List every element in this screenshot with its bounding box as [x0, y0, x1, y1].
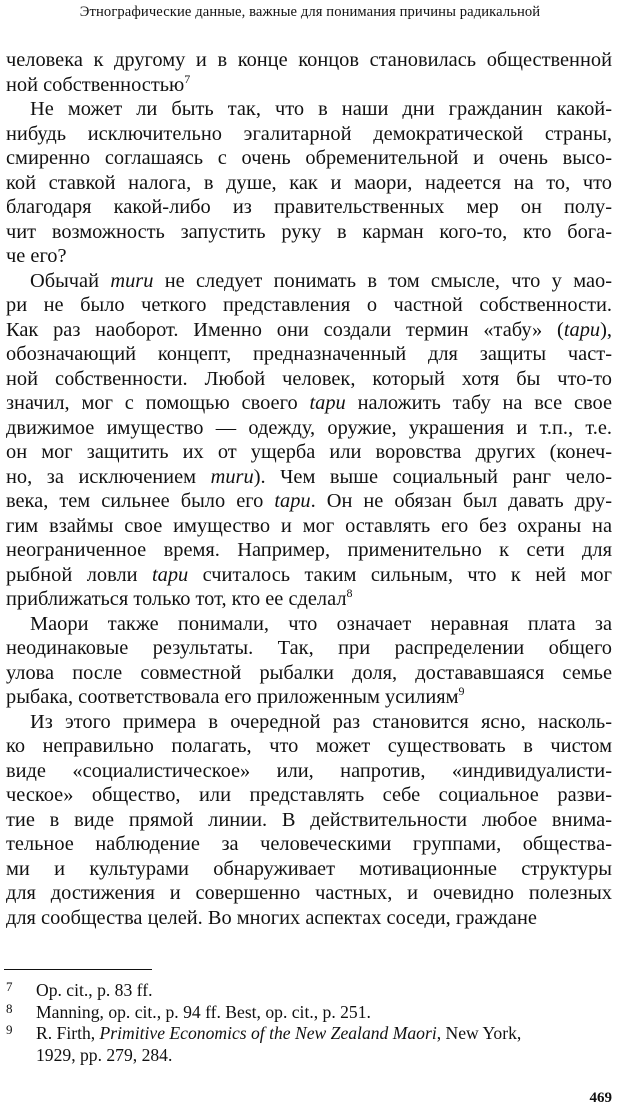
footnote-line	[36, 980, 612, 1002]
text-line	[6, 710, 612, 735]
text-run: благодаря какой-либо из правительственных мер он полу-	[6, 196, 612, 218]
text-run: обозначающий концепт, предназначенный для защиты част-	[6, 343, 612, 365]
footnote	[6, 980, 612, 1002]
footnote-ref: 8	[346, 586, 353, 600]
text-run: приближаться только тот, кто ее сделал	[6, 588, 347, 610]
text-line	[6, 342, 612, 367]
text-run: Primitive Economics of the New Zealand Maori	[99, 1023, 437, 1043]
text-run: ). Чем выше социальный ранг чело-	[253, 465, 613, 488]
text-run: считалось таким сильным, что к ней мог	[188, 563, 612, 586]
footnote-ref: 7	[184, 71, 191, 86]
text-run: Из этого примера в очередной раз становится ясно, насколь-	[30, 710, 612, 733]
text-line	[6, 465, 612, 490]
page-number: 469	[589, 1090, 612, 1106]
text-run: , New York,	[436, 1023, 522, 1043]
text-line	[6, 563, 612, 588]
text-line	[6, 783, 612, 808]
text-run: гим взаймы свое имущество и мог оставлять его без охраны на	[6, 514, 612, 537]
text-line	[6, 367, 612, 392]
text-line	[6, 318, 612, 343]
text-line	[6, 514, 612, 539]
text-line	[6, 906, 612, 931]
text-run: он мог защитить их от ущерба или воровства других (конеч-	[6, 441, 612, 463]
text-run: muru	[210, 465, 254, 488]
text-run: тие в виде прямой линии. В действительности любое внима-	[6, 808, 612, 831]
footnote-number: 7	[6, 979, 13, 994]
text-run: ческое» общество, или представлять себе социальное разви-	[6, 784, 612, 806]
text-run: R. Firth,	[36, 1023, 100, 1043]
text-line	[6, 685, 612, 710]
text-line	[6, 538, 612, 563]
text-run: tapu	[309, 392, 346, 414]
text-line	[6, 146, 612, 171]
footnote-ref: 9	[458, 684, 465, 698]
footnote-line	[36, 1023, 612, 1045]
text-run: человека к другому и в конце концов становилась общественной	[6, 49, 612, 71]
text-run: muru	[110, 269, 154, 292]
text-run: кой ставкой налога, в душе, как и маори, надеется на то, что	[6, 171, 612, 194]
text-line	[6, 587, 612, 612]
text-run: Manning, op. cit., p. 94 ff. Best, op. cit., p. 251.	[36, 1001, 371, 1022]
text-run: тельное наблюдение за человеческими группами, обществa-	[6, 833, 612, 855]
text-line	[6, 759, 612, 784]
text-line	[6, 734, 612, 759]
text-run: наложить табу на все свое	[345, 392, 613, 414]
text-run: но, за исключением	[6, 465, 211, 488]
text-run: для сообщества целей. Во многих аспектах соседи, граждане	[6, 906, 537, 929]
text-run: рыбной ловли	[6, 563, 152, 586]
footnote	[6, 1002, 612, 1024]
footnote-line	[36, 1002, 612, 1024]
text-run: Op. cit., p. 83 ff.	[36, 980, 153, 1000]
footnote-divider	[4, 969, 152, 970]
text-run: . Он не обязан был давать дру-	[310, 490, 612, 512]
text-run: движимое имущество — одежду, оружие, украшения и т.п., т.е.	[6, 416, 612, 439]
text-run: смиренно соглашаясь с очень обременительной и очень высо-	[6, 147, 612, 169]
text-run: чит возможность запустить руку в карман кого-то, кто бога-	[6, 220, 612, 243]
text-run: tapu	[274, 490, 311, 512]
text-run: ной собственности. Любой человек, который хотя бы что-то	[6, 367, 612, 390]
text-run: улова после совместной рыбалки доля, достававшаяся семье	[6, 661, 612, 684]
text-line	[6, 171, 612, 196]
text-run: виде «социалистическое» или, напротив, «индивидуалисти-	[6, 759, 612, 782]
text-line	[6, 122, 612, 147]
running-head: Этнографические данные, важные для понимания причины радикальной	[79, 4, 541, 20]
text-run: ко неправильно полагать, что может существовать в чистом	[6, 735, 612, 757]
text-line	[6, 293, 612, 318]
text-line	[6, 636, 612, 661]
body-text	[6, 48, 612, 930]
text-line	[6, 661, 612, 686]
text-line	[6, 269, 612, 294]
text-line	[6, 489, 612, 514]
text-line	[6, 857, 612, 882]
text-run: 1929, pp. 279, 284.	[36, 1044, 173, 1065]
text-line	[6, 391, 612, 416]
text-run: tapu	[563, 318, 601, 341]
text-line	[6, 440, 612, 465]
text-line	[6, 612, 612, 637]
text-line	[6, 73, 612, 98]
text-line	[6, 808, 612, 833]
text-run: ми и культурами обнаруживает мотивационные структуры	[6, 857, 612, 880]
text-run: ной собственностью	[6, 73, 185, 96]
text-line	[6, 832, 612, 857]
text-run: ),	[600, 318, 612, 341]
text-run: рыбака, соответствовала его приложенным усилиям	[6, 686, 459, 708]
footnote-number: 9	[6, 1022, 13, 1037]
footnote	[6, 1023, 612, 1066]
text-line	[6, 48, 612, 73]
text-run: Как раз наоборот. Именно они создали термин «табу» (	[6, 318, 564, 341]
text-run: ри не было четкого представления о частной собственности.	[6, 294, 612, 316]
text-run: не следует понимать в том смысле, что у мао-	[153, 269, 612, 292]
text-run: для достижения и совершенно частных, и очевидно полезных	[6, 882, 612, 904]
text-run: Не может ли быть так, что в наши дни гражданин какой-	[30, 98, 612, 120]
footnote-line	[36, 1045, 612, 1067]
text-run: че его?	[6, 245, 67, 267]
text-line	[6, 97, 612, 122]
text-line	[6, 416, 612, 441]
text-run: Обычай	[30, 269, 111, 292]
text-run: tapu	[151, 563, 189, 586]
text-run: нибудь исключительно эгалитарной демократической страны,	[6, 122, 612, 145]
text-run: неограниченное время. Например, применительно к сети для	[6, 539, 612, 561]
text-line	[6, 881, 612, 906]
footnotes	[6, 980, 612, 1066]
text-line	[6, 220, 612, 245]
text-run: Маори также понимали, что означает неравная плата за	[30, 612, 612, 635]
footnote-number: 8	[6, 1000, 13, 1016]
text-line	[6, 244, 612, 269]
text-line	[6, 195, 612, 220]
text-run: века, тем сильнее было его	[6, 490, 275, 512]
text-run: неодинаковые результаты. Так, при распределении общего	[6, 637, 612, 659]
text-run: значил, мог с помощью своего	[6, 392, 310, 414]
